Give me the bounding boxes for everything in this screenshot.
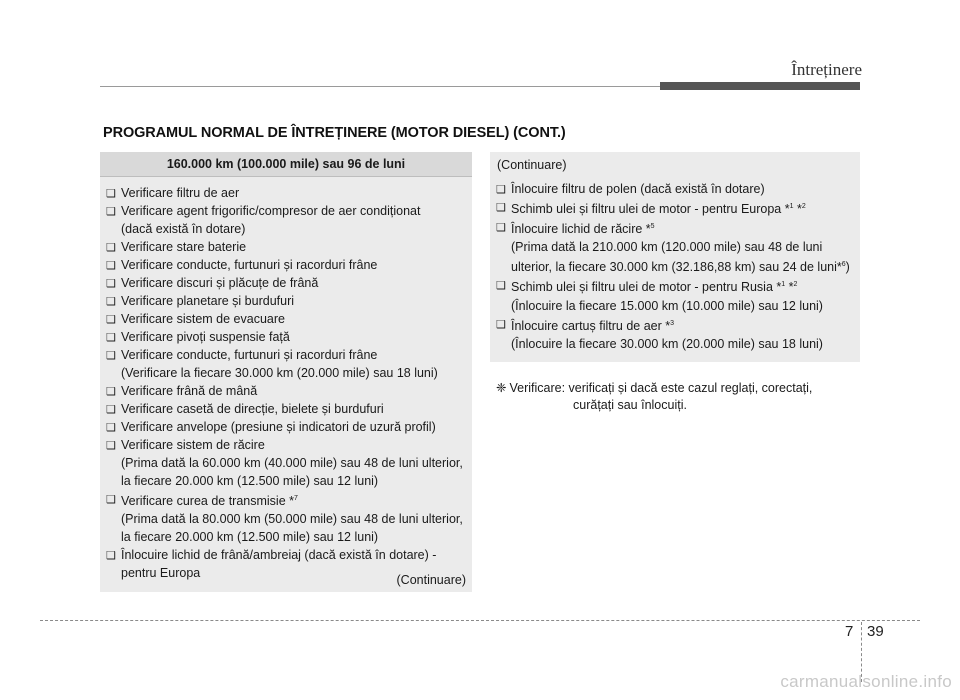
item-detail: (Înlocuire la fiecare 30.000 km (20.000 mile) sau 18 luni) xyxy=(511,336,823,351)
list-item xyxy=(103,238,464,256)
checkbox-icon: ❑ xyxy=(106,494,116,506)
header-rule-thin xyxy=(100,86,660,87)
list-item xyxy=(103,382,464,400)
list-item xyxy=(103,490,464,546)
item-detail: (Prima dată la 80.000 km (50.000 mile) sau 48 de luni ulterior, la fiecare 20.000 km (12.500 mile) sau 12 luni) xyxy=(121,512,463,545)
list-item xyxy=(493,218,852,276)
list-item xyxy=(103,328,464,346)
item-text: Verificare conducte, furtunuri și racorduri frâne xyxy=(121,258,378,272)
list-item xyxy=(103,274,464,292)
item-text: Verificare filtru de aer xyxy=(121,186,240,200)
footnote-ref: 7 xyxy=(294,495,298,502)
note-line: curățați sau înlocuiți. xyxy=(573,398,687,412)
checkbox-icon: ❑ xyxy=(106,296,116,308)
checkbox-icon: ❑ xyxy=(106,242,116,254)
verification-note xyxy=(496,380,856,414)
note-symbol-icon: ❈ xyxy=(496,381,507,395)
checkbox-icon: ❑ xyxy=(106,404,116,416)
page-number: 39 xyxy=(867,623,884,640)
item-text: Verificare stare baterie xyxy=(121,240,247,254)
item-text: Înlocuire filtru de polen (dacă există în dotare) xyxy=(511,182,765,196)
list-item xyxy=(103,436,464,490)
item-text: Verificare agent frigorific/compresor de aer condiționat xyxy=(121,204,421,218)
list-item xyxy=(493,276,852,314)
item-text: Verificare curea de transmisie * xyxy=(121,494,294,509)
item-text: Verificare casetă de direcție, bielete și burdufuri xyxy=(121,402,384,416)
item-text: Înlocuire cartuș filtru de aer * xyxy=(511,318,671,333)
item-text: Verificare conducte, furtunuri și racorduri frâne xyxy=(121,348,378,362)
item-text: * xyxy=(785,280,794,295)
list-item xyxy=(103,310,464,328)
item-detail: (Verificare la fiecare 30.000 km (20.000 mile) sau 18 luni) xyxy=(121,366,438,380)
left-box-header: 160.000 km (100.000 mile) sau 96 de luni xyxy=(100,152,472,177)
checkbox-icon: ❑ xyxy=(106,332,116,344)
item-detail-text: (Prima dată la 210.000 km (120.000 mile) sau 48 de luni ulterior, la fiecare 30.000 km (32.186,88 km) sau 24 de luni* xyxy=(511,240,842,275)
list-item xyxy=(103,292,464,310)
item-detail: (dacă există în dotare) xyxy=(121,222,246,236)
checkbox-icon: ❑ xyxy=(496,318,506,331)
item-text: Înlocuire lichid de răcire * xyxy=(511,222,651,237)
checkbox-icon: ❑ xyxy=(106,550,116,563)
item-text: Verificare sistem de evacuare xyxy=(121,312,285,326)
list-item xyxy=(103,202,464,238)
checkbox-icon: ❑ xyxy=(106,422,116,434)
item-text: Schimb ulei și filtru ulei de motor - pentru Europa * xyxy=(511,202,790,217)
list-item xyxy=(493,315,852,353)
continuation-label: (Continuare) xyxy=(396,573,466,587)
footnote-ref: 2 xyxy=(801,203,806,210)
checkbox-icon: ❑ xyxy=(106,188,116,200)
item-detail: (Înlocuire la fiecare 15.000 km (10.000 mile) sau 12 luni) xyxy=(511,298,823,313)
item-text: Verificare sistem de răcire xyxy=(121,438,265,452)
list-item xyxy=(103,400,464,418)
list-item xyxy=(103,346,464,382)
checkbox-icon: ❑ xyxy=(106,260,116,272)
item-detail: (Prima dată la 60.000 km (40.000 mile) sau 48 de luni ulterior, la fiecare 20.000 km (12.500 mile) sau 12 luni) xyxy=(121,456,463,488)
right-item-list xyxy=(490,178,860,353)
item-detail-text: ) xyxy=(845,260,850,275)
footnote-ref: 6 xyxy=(841,261,846,269)
checkbox-icon: ❑ xyxy=(106,314,116,326)
item-detail xyxy=(511,238,852,276)
footnote-ref: 2 xyxy=(793,281,798,289)
checkbox-icon: ❑ xyxy=(496,184,506,196)
item-text: * xyxy=(793,202,802,217)
footnote-ref: 1 xyxy=(781,281,786,289)
checkbox-icon: ❑ xyxy=(496,280,506,293)
section-title: Întreținere xyxy=(791,60,862,79)
checkbox-icon: ❑ xyxy=(106,350,116,362)
left-item-list xyxy=(100,177,472,582)
checkbox-icon: ❑ xyxy=(106,386,116,398)
main-heading: PROGRAMUL NORMAL DE ÎNTREȚINERE (MOTOR DIESEL) (CONT.) xyxy=(103,125,566,141)
header-rule-thick xyxy=(660,82,860,90)
checkbox-icon: ❑ xyxy=(106,278,116,290)
item-text: Verificare frână de mână xyxy=(121,384,258,398)
checkbox-icon: ❑ xyxy=(496,202,506,214)
list-item xyxy=(493,180,852,198)
footnote-ref: 3 xyxy=(670,319,675,327)
checkbox-icon: ❑ xyxy=(106,206,116,218)
list-item xyxy=(493,198,852,218)
item-text: Schimb ulei și filtru ulei de motor - pentru Rusia * xyxy=(511,280,782,295)
footnote-ref: 1 xyxy=(789,203,794,210)
chapter-number: 7 xyxy=(845,623,854,640)
item-text: Verificare discuri și plăcuțe de frână xyxy=(121,276,319,290)
item-text: Verificare pivoți suspensie față xyxy=(121,330,290,344)
item-text: Înlocuire lichid de frână/ambreiaj (dacă există în dotare) - pentru Europa xyxy=(121,548,437,581)
item-text: Verificare anvelope (presiune și indicatori de uzură profil) xyxy=(121,420,436,434)
left-schedule-box xyxy=(100,152,472,592)
item-text: Verificare planetare și burdufuri xyxy=(121,294,295,308)
note-line: Verificare: verificați și dacă este cazul reglați, corectați, xyxy=(509,381,813,395)
continuation-label: (Continuare) xyxy=(497,158,567,172)
watermark: carmanualsonline.info xyxy=(780,672,952,691)
list-item xyxy=(103,418,464,436)
right-schedule-box xyxy=(490,152,860,362)
footer-rule xyxy=(40,620,920,621)
footnote-ref: 5 xyxy=(650,223,655,231)
checkbox-icon: ❑ xyxy=(496,222,506,235)
list-item xyxy=(103,184,464,202)
checkbox-icon: ❑ xyxy=(106,440,116,452)
list-item xyxy=(103,256,464,274)
